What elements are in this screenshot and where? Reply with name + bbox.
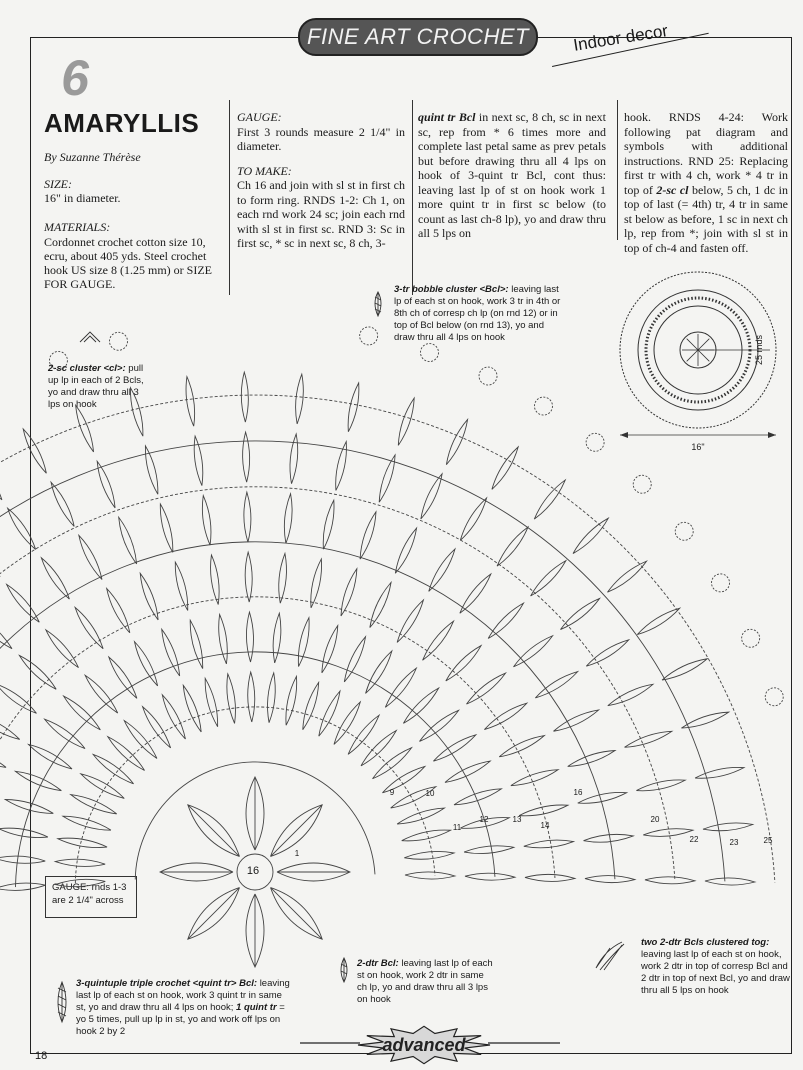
legend-bobble-text: leaving last lp of each st on hook, work 3 tr in 4th or 8th ch of corresp ch lp (on rnd 12) or in top of Bcl below (on rnd 13), yo and draw thru all 4 lps on hook [394,284,561,343]
dtr-bcl-icon [341,958,347,982]
legend-two-dtr-text: leaving last lp of each st on hook, work 2 dtr in top of corresp Bcl and 2 dtr in top of next Bcl, yo and draw thru all 5 lps on hook [641,949,790,996]
legend-bobble-title: 3-tr bobble cluster <Bcl>: [394,284,509,295]
designer-credit: By Suzanne Thérèse [44,150,141,164]
quint-bcl-term: quint tr Bcl [418,110,476,124]
series-banner: FINE ART CROCHET [298,18,538,56]
sc-cluster-icon [80,332,100,342]
gauge-value: First 3 rounds measure 2 1/4" in diameter. [237,124,405,153]
round-number-label: 16 [573,788,583,797]
to-make-heading: TO MAKE: [237,163,292,178]
round-number-label: 20 [650,815,660,824]
materials-heading: MATERIALS: [44,220,111,234]
pattern-number: 6 [61,50,89,106]
round-number-label: 22 [689,835,699,844]
rnds-text-b: below, 5 ch, 1 dc in top of last (= 4th) tr, 4 tr in same st below as before, 1 sc in next ch lp, rep from *; join with sl st in top of ch-4 and fasten off. [624,182,788,255]
round-number-label: 14 [540,821,550,830]
pattern-title: AMARYLLIS [44,108,200,138]
round-number-label: 16 [243,865,263,877]
legend-dtr-title: 2-dtr Bcl: [357,958,399,969]
gauge-heading: GAUGE: [237,110,282,124]
two-dtr-bcls-icon [596,942,624,970]
round-number-label: 1 [294,849,300,858]
symbol-icons [58,292,624,1022]
rnds-text-a: hook. RNDS 4-24: Work following pat diagram and symbols with additional instructions. RND 25: Replacing first tr with 4 ch, work * 4 tr in top of [624,110,788,197]
size-value: 16" in diameter. [44,191,121,205]
round-number-label: 10 [425,789,435,798]
legend-quint-title: 3-quintuple triple crochet <quint tr> Bcl: [76,978,258,989]
legend-dtr-text: leaving last lp of each st on hook, work 2 dtr in same ch lp, yo and draw thru all 3 lps on hook [357,958,493,1005]
legend-quint-subtext: = yo 5 times, pull up lp in st, yo and work off lps on hook 2 by 2 [76,1002,285,1037]
round-number-label: 12 [479,815,489,824]
arrow-left-icon [620,432,628,438]
legend-two-dtr-title: two 2-dtr Bcls clustered tog: [641,937,770,948]
arrow-right-icon [768,432,776,438]
crochet-diagram [0,327,783,967]
quint-tr-bcl-icon [58,982,66,1022]
sc-cl-term: 2-sc cl [656,182,689,197]
schematic-diameter-label: 16" [691,442,705,452]
section-tag: Indoor decor [572,21,670,55]
to-make-text: Ch 16 and join with sl st in first ch to form ring. RNDS 1-2: Ch 1, on each rnd work 24 sc; join each rnd with sl st in first sc. RND 3: Sc in first sc, * sc in next sc, 8 ch, 3- [237,178,405,250]
size-heading: SIZE: [44,177,72,191]
schematic-rounds-label: 25 rnds [754,334,764,365]
rnd3-text: in next sc, 8 ch, sc in next sc, rep from * 6 times more and complete last petal same as prev petals but before drawing thru all 4 lps on hook of 3-quint tr Bcl, cont thus: leaving last lp of st on hook work 1 more quint tr in first sc below (to count as last ch-8 lp), yo and draw thru all 5 lps on [418,110,606,240]
round-number-label: 23 [729,838,739,847]
legend-sc-cluster-text: pull up lp in each of 2 Bcls, yo and draw thru all 3 lps on hook [48,363,144,410]
round-number-label: 13 [512,815,522,824]
page-number: 18 [35,1050,48,1062]
round-number-label: 25 [763,836,773,845]
gauge-box: GAUGE: rnds 1-3 are 2 1/4" across [45,876,137,918]
level-badge: advanced [382,1034,466,1055]
bobble-cluster-icon [375,292,381,316]
legend-sc-cluster-title: 2-sc cluster <cl>: [48,363,126,374]
legend-quint-subtitle: 1 quint tr [236,1002,277,1013]
size-schematic [620,272,776,452]
round-number-label: 9 [389,788,395,797]
legend-quint-text: leaving last lp of each st on hook, work 3 quint tr in same st, yo and draw thru all 4 lps on hook; [76,978,290,1013]
round-number-label: 11 [452,823,462,832]
materials-value: Cordonnet crochet cotton size 10, ecru, about 405 yds. Steel crochet hook US size 8 (1.25 mm) or SIZE FOR GAUGE. [44,235,212,291]
